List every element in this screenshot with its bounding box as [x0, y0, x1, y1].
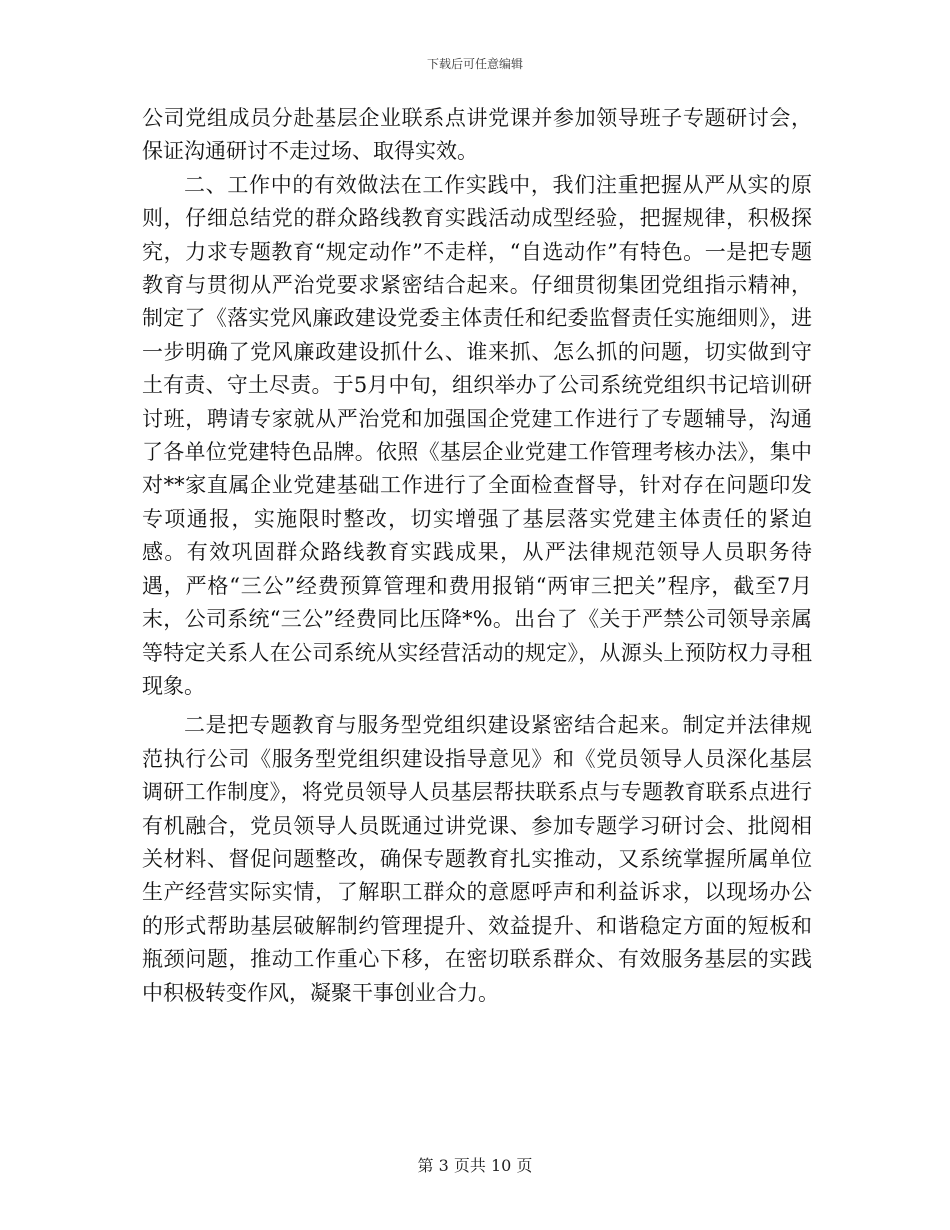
paragraph-continuation: 公司党组成员分赴基层企业联系点讲党课并参加领导班子专题研讨会，保证沟通研讨不走过场、取得实效。	[142, 106, 812, 164]
paragraph-effective-practices: 二、工作中的有效做法在工作实践中，我们注重把握从严从实的原则，仔细总结党的群众路线教育实践活动成型经验，把握规律，积极探究，力求专题教育“规定动作”不走样，“自选动作”有特色。一是把专题教育与贯彻从严治党要求紧密结合起来。仔细贯彻集团党组指示精神，制定了《落实党风廉政建设党委主体责任和纪委监督责任实施细则》，进一步明确了党风廉政建设抓什么、谁来抓、怎么抓的问题，切实做到守土有责、守土尽责。于5月中旬，组织举办了公司系统党组织书记培训研讨班，聘请专家就从严治党和加强国企党建工作进行了专题辅导，沟通了各单位党建特色品牌。依照《基层企业党建工作管理考核办法》，集中对**家直属企业党建基础工作进行了全面检查督导，针对存在问题印发专项通报，实施限时整改，切实增强了基层落实党建主体责任的紧迫感。有效巩固群众路线教育实践成果，从严法律规范领导人员职务待遇，严格“三公”经费预算管理和费用报销“两审三把关”程序，截至7月末，公司系统“三公”经费同比压降*%。出台了《关于严禁公司领导亲属等特定关系人在公司系统从实经营活动的规定》，从源头上预防权力寻租现象。	[142, 172, 812, 698]
paragraph-service-party-organization: 二是把专题教育与服务型党组织建设紧密结合起来。制定并法律规范执行公司《服务型党组织建设指导意见》和《党员领导人员深化基层调研工作制度》，将党员领导人员基层帮扶联系点与专题教育联系点进行有机融合，党员领导人员既通过讲党课、参加专题学习研讨会、批阅相关材料、督促问题整改，确保专题教育扎实推动，又系统掌握所属单位生产经营实际实情，了解职工群众的意愿呼声和利益诉求，以现场办公的形式帮助基层破解制约管理提升、效益提升、和谐稳定方面的短板和瓶颈问题，推动工作重心下移，在密切联系群众、有效服务基层的实践中积极转变作风，凝聚干事创业合力。	[142, 713, 812, 1005]
page-footer: 第 3 页共 10 页	[417, 1156, 533, 1175]
page-header: 下载后可任意编辑	[426, 57, 523, 71]
document-body	[142, 102, 812, 1010]
